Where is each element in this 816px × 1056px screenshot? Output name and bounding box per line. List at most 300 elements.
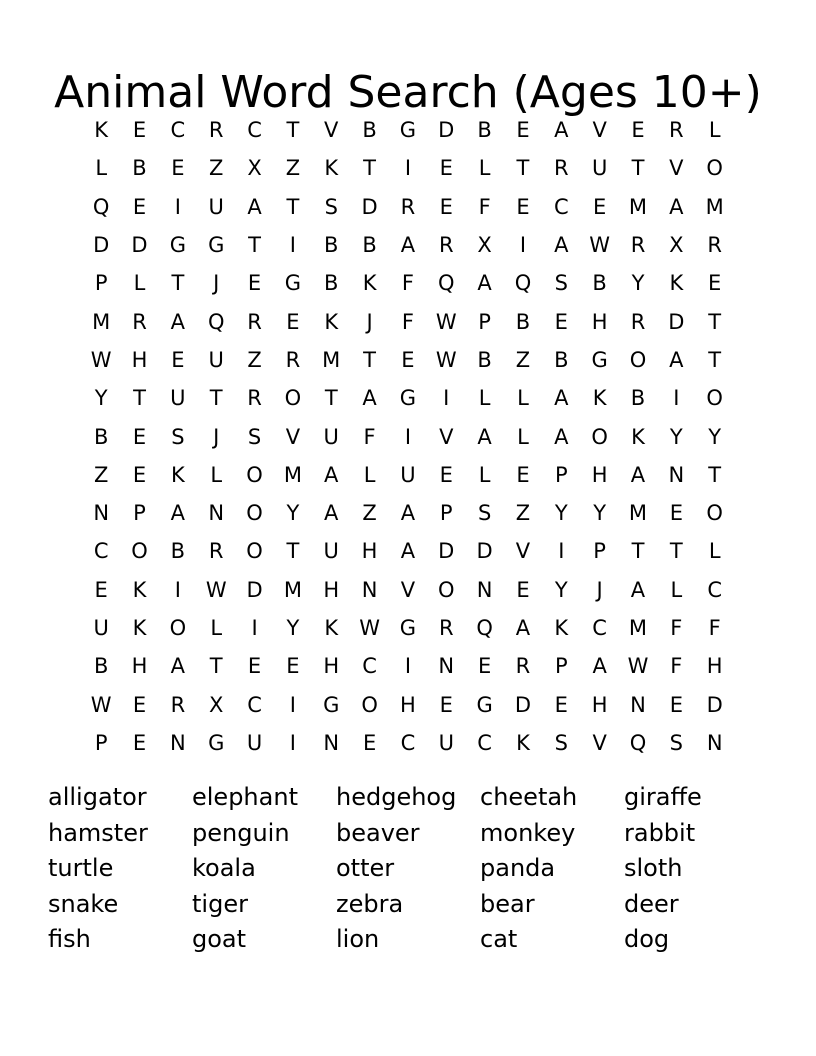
grid-letter: E xyxy=(516,118,530,143)
grid-letter: R xyxy=(630,309,646,334)
grid-letter: O xyxy=(591,424,608,449)
grid-letter: O xyxy=(706,501,723,526)
grid-row xyxy=(82,609,734,647)
grid-letter: T xyxy=(363,347,376,372)
grid-letter: A xyxy=(554,424,569,449)
grid-letter: E xyxy=(439,194,453,219)
word-list-item: koala xyxy=(192,854,256,882)
grid-letter: E xyxy=(132,194,147,219)
grid-letter: W xyxy=(589,233,611,258)
grid-letter: Q xyxy=(629,730,647,755)
grid-letter: C xyxy=(170,118,186,143)
grid-letter: M xyxy=(92,309,111,334)
grid-letter: H xyxy=(400,692,416,717)
grid-letter: M xyxy=(705,194,724,219)
grid-letter: Y xyxy=(669,424,683,449)
grid-letter: G xyxy=(284,271,302,296)
grid-letter: E xyxy=(593,194,607,219)
page-title: Animal Word Search (Ages 10+) xyxy=(54,67,762,119)
grid-letter: K xyxy=(132,577,147,602)
grid-letter: E xyxy=(439,692,453,717)
grid-letter: K xyxy=(554,616,569,640)
word-list-item: giraffe xyxy=(624,783,702,811)
grid-letter: T xyxy=(171,271,185,296)
grid-letter: V xyxy=(669,156,684,181)
grid-letter: U xyxy=(208,194,224,219)
grid-letter: T xyxy=(631,539,645,564)
grid-letter: A xyxy=(515,616,531,640)
grid-letter: N xyxy=(323,730,340,755)
grid-letter: R xyxy=(707,233,722,258)
word-list-item: turtle xyxy=(48,854,114,882)
grid-letter: V xyxy=(285,424,301,449)
grid-letter: V xyxy=(592,118,607,143)
grid-letter: J xyxy=(213,424,220,449)
grid-letter: B xyxy=(515,309,531,334)
grid-letter: S xyxy=(324,194,338,219)
grid-letter: O xyxy=(284,386,302,411)
grid-letter: F xyxy=(363,424,376,449)
grid-letter: T xyxy=(363,156,376,181)
grid-letter: X xyxy=(247,156,262,181)
grid-letter: D xyxy=(668,309,685,334)
grid-letter: A xyxy=(554,118,569,143)
grid-letter: E xyxy=(132,424,147,449)
grid-letter: R xyxy=(669,118,684,143)
grid-letter: D xyxy=(93,233,110,258)
grid-letter: X xyxy=(209,692,224,717)
grid-letter: L xyxy=(517,386,529,411)
grid-letter: L xyxy=(478,156,491,181)
grid-letter: I xyxy=(404,156,412,181)
word-list-item: dog xyxy=(624,925,670,953)
grid-letter: U xyxy=(246,730,263,755)
word-list-item: otter xyxy=(336,854,395,882)
grid-letter: T xyxy=(286,118,300,143)
grid-row xyxy=(82,494,734,532)
grid-letter: K xyxy=(592,386,607,411)
grid-letter: E xyxy=(132,730,147,755)
grid-letter: E xyxy=(247,271,262,296)
grid-letter: A xyxy=(170,654,186,679)
grid-letter: D xyxy=(476,539,493,564)
grid-letter: E xyxy=(669,501,683,526)
word-list-item: deer xyxy=(624,889,679,918)
grid-letter: V xyxy=(592,730,607,755)
grid-letter: Y xyxy=(593,501,607,526)
grid-letter: T xyxy=(708,347,722,372)
word-list-item: panda xyxy=(480,854,556,882)
grid-letter: R xyxy=(554,156,569,181)
word-list-item: alligator xyxy=(48,783,147,811)
grid-letter: V xyxy=(324,118,339,143)
grid-letter: L xyxy=(517,424,529,449)
grid-letter: K xyxy=(631,424,645,449)
grid-letter: A xyxy=(554,233,569,258)
grid-letter: T xyxy=(631,156,645,181)
grid-letter: K xyxy=(94,118,109,143)
grid-row xyxy=(82,149,734,187)
grid-letter: T xyxy=(324,386,338,411)
grid-letter: E xyxy=(516,194,530,219)
grid-letter: E xyxy=(362,730,377,755)
grid-letter: G xyxy=(208,730,225,755)
grid-letter: T xyxy=(669,539,683,564)
grid-letter: M xyxy=(628,616,648,640)
grid-letter: S xyxy=(477,501,492,526)
grid-letter: C xyxy=(247,118,262,143)
word-list-item: monkey xyxy=(480,818,576,847)
grid-letter: M xyxy=(628,501,648,526)
grid-letter: A xyxy=(630,577,646,602)
grid-letter: R xyxy=(515,654,531,679)
grid-letter: J xyxy=(596,577,603,602)
grid-letter: W xyxy=(435,347,457,372)
grid-letter: D xyxy=(361,194,378,219)
grid-letter: M xyxy=(283,462,302,487)
grid-letter: N xyxy=(93,501,110,526)
grid-letter: Q xyxy=(92,194,110,219)
grid-letter: E xyxy=(132,462,147,487)
grid-letter: H xyxy=(591,692,608,717)
grid-letter: D xyxy=(246,577,263,602)
grid-letter: E xyxy=(401,347,415,372)
grid-letter: T xyxy=(708,309,722,334)
grid-letter: W xyxy=(205,577,227,602)
grid-letter: Y xyxy=(708,424,722,449)
grid-letter: I xyxy=(289,730,296,755)
grid-letter: W xyxy=(90,347,112,372)
grid-letter: F xyxy=(670,616,683,640)
grid-letter: Z xyxy=(515,347,531,372)
word-list-item: zebra xyxy=(336,889,404,918)
grid-letter: P xyxy=(439,501,453,526)
grid-row xyxy=(82,571,734,609)
grid-letter: I xyxy=(443,386,450,411)
word-list-item: goat xyxy=(192,925,247,953)
grid-row xyxy=(82,456,734,494)
grid-letter: A xyxy=(669,347,684,372)
grid-letter: G xyxy=(399,386,417,411)
grid-letter: P xyxy=(133,501,146,526)
grid-letter: E xyxy=(477,654,492,679)
grid-row xyxy=(82,532,734,570)
grid-letter: R xyxy=(438,616,454,640)
grid-letter: Y xyxy=(94,386,108,411)
grid-letter: N xyxy=(706,730,723,755)
grid-letter: O xyxy=(246,462,263,487)
word-list-item: penguin xyxy=(192,818,290,847)
grid-letter: R xyxy=(132,309,147,334)
grid-letter: T xyxy=(516,156,530,181)
grid-letter: E xyxy=(669,692,683,717)
grid-letter: E xyxy=(171,156,185,181)
grid-letter: N xyxy=(208,501,225,526)
grid-letter: G xyxy=(399,616,417,640)
word-list-item: elephant xyxy=(192,783,298,811)
grid-letter: W xyxy=(359,616,380,640)
grid-letter: E xyxy=(516,577,530,602)
grid-letter: T xyxy=(286,194,300,219)
grid-letter: B xyxy=(362,233,377,258)
grid-letter: R xyxy=(208,118,224,143)
grid-letter: B xyxy=(132,156,147,181)
grid-letter: Z xyxy=(93,462,109,487)
grid-letter: P xyxy=(593,539,606,564)
grid-letter: H xyxy=(131,654,148,679)
grid-letter: O xyxy=(438,577,455,602)
grid-letter: L xyxy=(210,462,223,487)
word-list-item: snake xyxy=(48,889,119,918)
grid-letter: R xyxy=(285,347,301,372)
grid-letter: U xyxy=(591,156,608,181)
grid-letter: L xyxy=(133,271,146,296)
grid-letter: E xyxy=(554,309,568,334)
grid-letter: S xyxy=(171,424,185,449)
grid-letter: K xyxy=(362,271,377,296)
grid-letter: G xyxy=(399,118,417,143)
grid-letter: Y xyxy=(554,501,568,526)
grid-letter: A xyxy=(630,462,646,487)
grid-letter: N xyxy=(668,462,685,487)
grid-letter: Q xyxy=(514,271,532,296)
grid-letter: A xyxy=(477,424,492,449)
grid-letter: C xyxy=(707,577,722,602)
grid-letter: K xyxy=(669,271,684,296)
grid-letter: V xyxy=(515,539,531,564)
grid-letter: Z xyxy=(515,501,531,526)
grid-letter: I xyxy=(673,386,680,411)
grid-row xyxy=(82,647,734,685)
grid-letter: A xyxy=(247,194,262,219)
grid-letter: H xyxy=(591,462,608,487)
grid-letter: H xyxy=(131,347,148,372)
grid-letter: E xyxy=(132,692,147,717)
grid-letter: I xyxy=(558,539,565,564)
grid-letter: R xyxy=(170,692,186,717)
grid-letter: C xyxy=(362,654,377,679)
grid-letter: P xyxy=(94,271,108,296)
grid-row xyxy=(82,341,734,379)
grid-letter: N xyxy=(476,577,493,602)
grid-letter: O xyxy=(706,386,723,411)
grid-letter: F xyxy=(478,194,491,219)
word-list-item: cat xyxy=(480,925,518,953)
grid-letter: O xyxy=(246,539,263,564)
grid-letter: C xyxy=(247,692,262,717)
grid-row xyxy=(82,724,734,762)
grid-letter: E xyxy=(708,271,722,296)
grid-letter: B xyxy=(630,386,646,411)
grid-letter: Y xyxy=(286,501,300,526)
grid-letter: F xyxy=(401,309,414,334)
grid-letter: R xyxy=(630,233,646,258)
grid-letter: R xyxy=(247,386,262,411)
grid-letter: I xyxy=(289,233,296,258)
grid-letter: L xyxy=(95,156,108,181)
grid-letter: G xyxy=(476,692,493,717)
grid-letter: Q xyxy=(207,309,225,334)
grid-letter: A xyxy=(400,233,416,258)
grid-letter: C xyxy=(93,539,109,564)
grid-letter: A xyxy=(400,501,416,526)
grid-letter: Z xyxy=(209,156,224,181)
grid-letter: A xyxy=(592,654,607,679)
grid-letter: E xyxy=(439,156,453,181)
grid-letter: C xyxy=(477,730,492,755)
grid-letter: S xyxy=(554,271,568,296)
grid-letter: I xyxy=(174,577,181,602)
grid-letter: A xyxy=(362,386,377,411)
grid-letter: U xyxy=(170,386,186,411)
grid-letter: C xyxy=(400,730,416,755)
grid-letter: B xyxy=(324,271,339,296)
grid-letter: I xyxy=(174,194,181,219)
grid-letter: J xyxy=(366,309,373,334)
grid-row xyxy=(82,417,734,455)
grid-letter: H xyxy=(591,309,608,334)
word-list-item: lion xyxy=(336,925,380,953)
grid-letter: O xyxy=(131,539,148,564)
word-list-item: hedgehog xyxy=(336,783,457,811)
grid-letter: D xyxy=(438,118,455,143)
grid-letter: V xyxy=(400,577,416,602)
grid-letter: A xyxy=(324,501,339,526)
grid-letter: H xyxy=(323,654,340,679)
grid-letter: B xyxy=(554,347,569,372)
grid-letter: U xyxy=(93,616,109,640)
grid-letter: B xyxy=(93,424,109,449)
grid-letter: H xyxy=(323,577,340,602)
grid-letter: O xyxy=(246,501,263,526)
grid-letter: Y xyxy=(631,271,645,296)
grid-letter: I xyxy=(251,616,258,640)
grid-letter: I xyxy=(404,424,412,449)
grid-row xyxy=(82,379,734,417)
grid-letter: Y xyxy=(286,616,300,640)
grid-letter: D xyxy=(131,233,148,258)
grid-letter: E xyxy=(94,577,108,602)
grid-letter: E xyxy=(171,347,185,372)
grid-letter: T xyxy=(708,462,722,487)
grid-row xyxy=(82,188,734,226)
grid-letter: G xyxy=(591,347,608,372)
grid-letter: K xyxy=(324,156,339,181)
word-list-item: rabbit xyxy=(624,818,696,847)
grid-letter: A xyxy=(170,501,186,526)
grid-letter: O xyxy=(706,156,723,181)
grid-letter: K xyxy=(170,462,185,487)
grid-letter: C xyxy=(553,194,569,219)
grid-letter: P xyxy=(554,462,568,487)
grid-letter: I xyxy=(289,692,296,717)
grid-letter: R xyxy=(208,539,224,564)
grid-letter: N xyxy=(630,692,646,717)
grid-letter: G xyxy=(169,233,186,258)
grid-letter: O xyxy=(169,616,187,640)
grid-letter: S xyxy=(554,730,568,755)
grid-letter: Y xyxy=(554,577,568,602)
grid-row xyxy=(82,685,734,723)
grid-letter: E xyxy=(286,654,300,679)
grid-letter: E xyxy=(516,462,530,487)
grid-letter: J xyxy=(213,271,220,296)
grid-letter: B xyxy=(170,539,186,564)
grid-letter: K xyxy=(516,730,530,755)
grid-letter: E xyxy=(631,118,645,143)
grid-letter: W xyxy=(627,654,649,679)
grid-letter: N xyxy=(438,654,455,679)
word-list-item: beaver xyxy=(336,818,420,847)
grid-letter: K xyxy=(324,309,339,334)
grid-letter: C xyxy=(592,616,607,640)
grid-letter: X xyxy=(669,233,684,258)
word-list-item: sloth xyxy=(624,854,683,882)
grid-letter: F xyxy=(670,654,683,679)
grid-letter: U xyxy=(400,462,416,487)
grid-letter: N xyxy=(170,730,186,755)
grid-letter: L xyxy=(210,616,223,640)
grid-letter: M xyxy=(283,577,302,602)
grid-letter: V xyxy=(439,424,454,449)
grid-row xyxy=(82,302,734,340)
grid-letter: L xyxy=(478,462,491,487)
grid-letter: P xyxy=(478,309,491,334)
grid-letter: B xyxy=(93,654,109,679)
grid-letter: R xyxy=(400,194,416,219)
grid-letter: O xyxy=(361,692,378,717)
grid-row xyxy=(82,264,734,302)
word-list xyxy=(48,780,768,958)
grid-letter: U xyxy=(438,730,454,755)
grid-letter: K xyxy=(132,616,147,640)
grid-letter: Q xyxy=(438,271,455,296)
grid-letter: B xyxy=(324,233,339,258)
grid-letter: E xyxy=(132,118,147,143)
grid-letter: L xyxy=(670,577,683,602)
grid-row xyxy=(82,111,734,149)
grid-letter: U xyxy=(323,539,339,564)
grid-letter: G xyxy=(208,233,225,258)
grid-letter: S xyxy=(247,424,262,449)
grid-letter: L xyxy=(708,539,721,564)
grid-letter: Z xyxy=(285,156,301,181)
grid-letter: D xyxy=(438,539,455,564)
grid-letter: A xyxy=(400,539,416,564)
grid-letter: E xyxy=(554,692,568,717)
grid-letter: W xyxy=(435,309,457,334)
grid-letter: Z xyxy=(247,347,262,372)
grid-letter: A xyxy=(477,271,492,296)
grid-letter: O xyxy=(629,347,647,372)
grid-letter: G xyxy=(323,692,340,717)
grid-letter: M xyxy=(628,194,648,219)
grid-letter: K xyxy=(324,616,339,640)
grid-letter: M xyxy=(322,347,341,372)
grid-letter: P xyxy=(94,730,108,755)
grid-letter: U xyxy=(323,424,339,449)
grid-letter: T xyxy=(209,386,223,411)
grid-letter: B xyxy=(362,118,377,143)
word-list-item: bear xyxy=(480,889,535,918)
grid-letter: U xyxy=(208,347,224,372)
grid-letter: R xyxy=(247,309,262,334)
word-list-item: tiger xyxy=(192,889,248,918)
grid-letter: A xyxy=(554,386,569,411)
grid-letter: L xyxy=(708,118,721,143)
grid-row xyxy=(82,226,734,264)
grid-letter: E xyxy=(286,309,300,334)
